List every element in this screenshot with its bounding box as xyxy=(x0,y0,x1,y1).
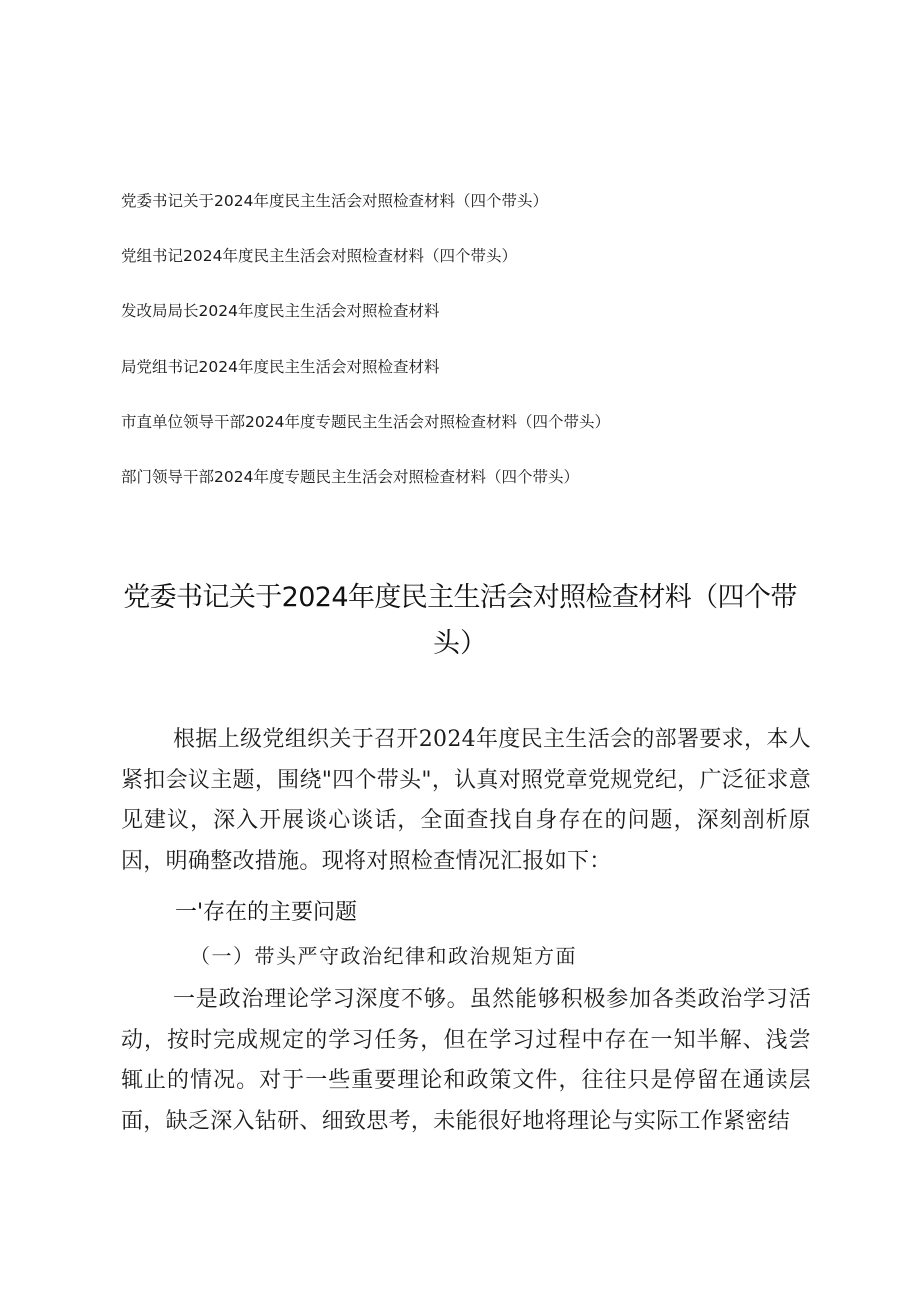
toc-item-1: 党委书记关于2024年度民主生活会对照检查材料（四个带头） xyxy=(121,192,548,210)
document-title-line-2: 头） xyxy=(433,628,487,659)
toc-item-2: 党组书记2024年度民主生活会对照检查材料（四个带头） xyxy=(121,247,517,266)
table-of-contents xyxy=(121,188,821,519)
toc-item-5: 市直单位领导干部2024年度专题民主生活会对照检查材料（四个带头） xyxy=(121,412,610,431)
toc-item-3: 发改局局长2024年度民主生活会对照检查材料 xyxy=(121,302,440,321)
toc-item-4: 局党组书记2024年度民主生活会对照检查材料 xyxy=(121,357,440,376)
body-paragraph: 一是政治理论学习深度不够。虽然能够积极参加各类政治学习活动，按时完成规定的学习任务，但在学习过程中存在一知半解、浅尝辄止的情况。对于一些重要理论和政策文件，往往只是停留在通读层面，缺乏深入钻研、细致思考，未能很好地将理论与实际工作紧密结 xyxy=(121,987,811,1134)
subsection-heading: （一）带头严守政治纪律和政治规矩方面 xyxy=(190,944,577,968)
document-title xyxy=(110,575,810,667)
document-title-line-1: 党委书记关于2024年度民主生活会对照检查材料（四个带 xyxy=(123,582,797,613)
intro-paragraph: 根据上级党组织关于召开2024年度民主生活会的部署要求，本人紧扣会议主题，围绕"四个带头"，认真对照党章党规党纪，广泛征求意见建议，深入开展谈心谈话，全面查找自身存在的问题，深刻剖析原因，明确整改措施。现将对照检查情况汇报如下： xyxy=(121,727,811,874)
toc-item-6: 部门领导干部2024年度专题民主生活会对照检查材料（四个带头） xyxy=(121,467,579,486)
section-heading: 一'存在的主要问题 xyxy=(175,900,358,925)
